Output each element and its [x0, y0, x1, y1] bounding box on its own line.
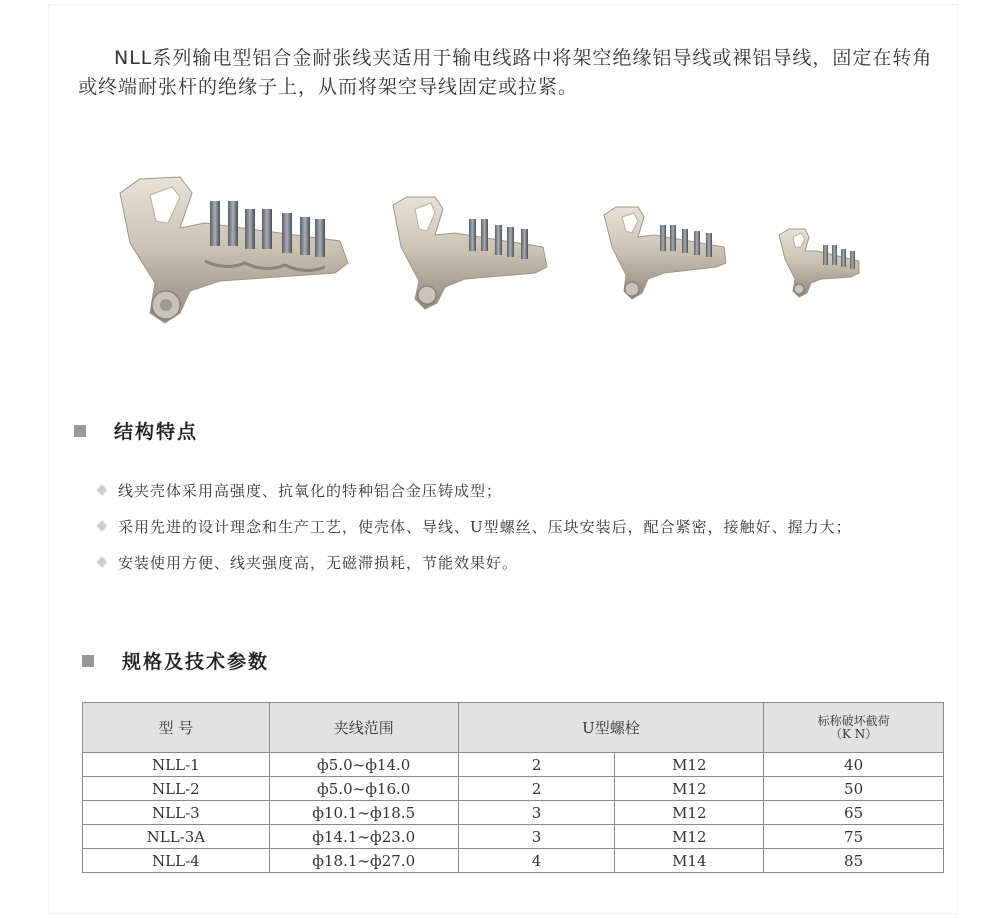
intro-paragraph: NLL系列输电型铝合金耐张线夹适用于输电线路中将架空绝缘铝导线或裸铝导线，固定在转角或终端耐张杆的绝缘子上，从而将架空导线固定或拉紧。: [78, 47, 933, 98]
specs-title: 规格及技术参数: [122, 651, 270, 673]
heading-square-icon: [74, 425, 86, 437]
header-load: 标称破坏截荷 （K N）: [764, 703, 944, 753]
table-row: NLL-2 ф5.0~ф16.0 2 M12 50: [83, 777, 944, 801]
header-bolt: U型螺栓: [458, 703, 764, 753]
clamp-large-photo: [110, 173, 360, 338]
table-header-row: [83, 703, 944, 753]
heading-square-icon: [82, 655, 94, 667]
list-item: 线夹壳体采用高强度、抗氧化的特种铝合金压铸成型；: [94, 472, 852, 508]
product-photos: [110, 165, 870, 335]
features-title: 结构特点: [114, 421, 199, 443]
list-item: 安装使用方便、线夹强度高，无磁滞损耗，节能效果好。: [94, 544, 852, 580]
table-row: NLL-4 ф18.1~ф27.0 4 M14 85: [83, 849, 944, 873]
specs-heading: [82, 647, 269, 674]
list-item: 采用先进的设计理念和生产工艺，使壳体、导线、U型螺丝、压块安装后，配合紧密，接触好、握力大；: [94, 508, 852, 544]
spec-table: [82, 702, 944, 873]
clamp-medium-small-photo: [598, 205, 733, 305]
table-row: NLL-1 ф5.0~ф14.0 2 M12 40: [83, 753, 944, 777]
diamond-bullet-icon: [96, 520, 107, 531]
table-row: NLL-3A ф14.1~ф23.0 3 M12 75: [83, 825, 944, 849]
clamp-mini-photo: [775, 227, 865, 302]
table-row: NLL-3 ф10.1~ф18.5 3 M12 65: [83, 801, 944, 825]
clamp-medium-photo: [385, 195, 555, 315]
header-range: 夹线范围: [269, 703, 458, 753]
diamond-bullet-icon: [96, 484, 107, 495]
diamond-bullet-icon: [96, 556, 107, 567]
header-model: 型 号: [83, 703, 270, 753]
features-heading: [74, 417, 198, 444]
features-list: [94, 472, 852, 580]
